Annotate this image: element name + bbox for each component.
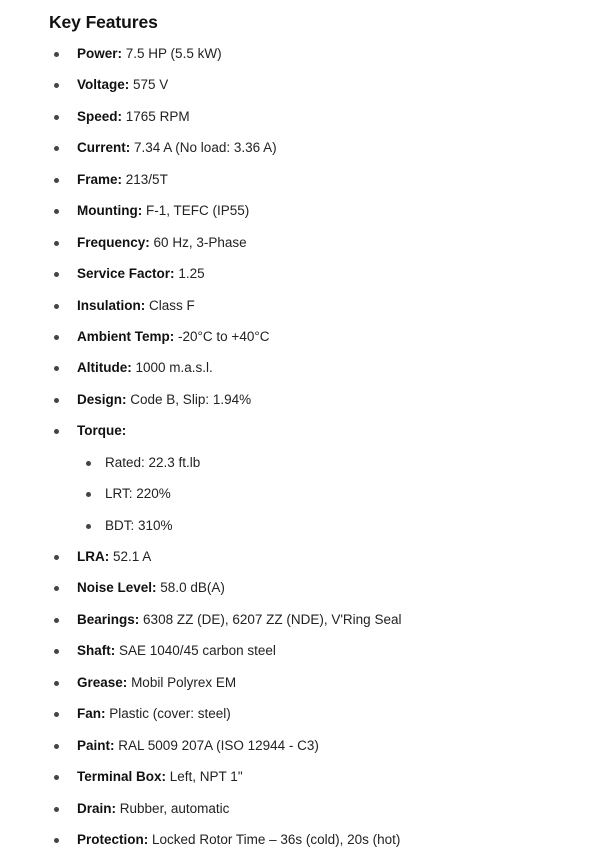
item-text <box>77 667 236 698</box>
list-item <box>0 290 590 321</box>
bullet-icon <box>54 398 59 403</box>
item-label: Torque: <box>77 423 127 439</box>
item-label: Shaft: <box>77 643 116 659</box>
item-text <box>77 38 222 69</box>
item-text <box>77 352 213 383</box>
bullet-icon <box>54 649 59 654</box>
bullet-icon <box>54 744 59 749</box>
item-text <box>77 101 190 132</box>
item-value: F-1, TEFC (IP55) <box>146 203 250 219</box>
item-value: RAL 5009 207A (ISO 12944 - C3) <box>118 737 319 753</box>
item-label: Current: <box>77 140 131 156</box>
item-text <box>77 635 276 666</box>
item-label: Noise Level: <box>77 580 157 596</box>
bullet-icon <box>54 366 59 371</box>
bullet-icon <box>54 335 59 340</box>
item-label: Protection: <box>77 831 149 847</box>
item-label: Bearings: <box>77 611 140 627</box>
item-text <box>77 761 243 792</box>
item-label: Design: <box>77 391 127 407</box>
item-value: 7.34 A (No load: 3.36 A) <box>134 140 277 156</box>
item-value: Left, NPT 1" <box>169 769 243 785</box>
item-text <box>77 572 225 603</box>
bullet-icon <box>54 241 59 246</box>
bullet-icon <box>54 681 59 686</box>
item-text <box>77 415 126 446</box>
item-text <box>77 290 195 321</box>
item-value: 213/5T <box>125 171 168 187</box>
list-item <box>0 164 590 195</box>
bullet-icon <box>54 807 59 812</box>
list-item <box>0 352 590 383</box>
item-text <box>77 604 401 635</box>
bullet-icon <box>54 429 59 434</box>
item-value: 1000 m.a.s.l. <box>135 360 213 376</box>
item-value: SAE 1040/45 carbon steel <box>119 643 276 659</box>
item-text <box>77 541 151 572</box>
item-text <box>77 384 251 415</box>
item-text <box>77 164 168 195</box>
list-item <box>0 793 590 824</box>
bullet-icon <box>86 492 91 497</box>
bullet-icon <box>54 52 59 57</box>
item-label: Terminal Box: <box>77 769 167 785</box>
bullet-icon <box>54 712 59 717</box>
bullet-icon <box>54 272 59 277</box>
item-value: -20°C to +40°C <box>178 328 270 344</box>
item-value: 58.0 dB(A) <box>160 580 225 596</box>
item-value: Mobil Polyrex EM <box>131 674 237 690</box>
list-item <box>0 384 590 415</box>
bullet-icon <box>54 555 59 560</box>
list-item <box>0 321 590 352</box>
sub-list-item <box>0 447 590 478</box>
item-text <box>77 730 319 761</box>
item-value: Code B, Slip: 1.94% <box>130 391 252 407</box>
list-item <box>0 69 590 100</box>
item-value: 60 Hz, 3-Phase <box>153 234 247 250</box>
item-text <box>105 478 171 509</box>
item-label: Grease: <box>77 674 128 690</box>
item-label: Mounting: <box>77 203 143 219</box>
item-text <box>77 258 205 289</box>
item-text <box>77 698 231 729</box>
bullet-icon <box>54 586 59 591</box>
list-item <box>0 195 590 226</box>
item-value: 52.1 A <box>113 549 152 564</box>
list-item <box>0 541 590 572</box>
item-text <box>77 195 249 226</box>
item-value: Class F <box>149 297 195 313</box>
item-value: 1.25 <box>178 266 205 282</box>
list-item <box>0 667 590 698</box>
list-item <box>0 415 590 446</box>
item-value: 6308 ZZ (DE), 6207 ZZ (NDE), V'Ring Seal <box>143 611 402 627</box>
list-item <box>0 101 590 132</box>
item-label: Speed: <box>77 108 123 124</box>
item-text <box>77 227 247 258</box>
item-value: 1765 RPM <box>125 108 190 124</box>
bullet-icon <box>54 115 59 120</box>
item-value: Rubber, automatic <box>119 800 230 816</box>
item-value: 575 V <box>133 77 169 93</box>
bullet-icon <box>86 524 91 529</box>
item-label: Paint: <box>77 737 115 753</box>
item-label: Frequency: <box>77 234 150 250</box>
item-value: BDT: 310% <box>105 517 173 533</box>
sub-list-item <box>0 478 590 509</box>
feature-list <box>0 38 590 855</box>
section-heading: Key Features <box>49 12 158 32</box>
item-text <box>77 321 269 352</box>
bullet-icon <box>86 461 91 466</box>
sub-list-item <box>0 510 590 541</box>
item-value: 7.5 HP (5.5 kW) <box>125 46 222 61</box>
item-label: Frame: <box>77 171 123 187</box>
list-item <box>0 824 590 855</box>
item-label: Drain: <box>77 800 117 816</box>
list-item <box>0 761 590 792</box>
bullet-icon <box>54 178 59 183</box>
item-value: Locked Rotor Time – 36s (cold), 20s (hot) <box>152 831 401 847</box>
bullet-icon <box>54 838 59 843</box>
item-label: Altitude: <box>77 360 132 376</box>
list-item <box>0 698 590 729</box>
list-item <box>0 38 590 69</box>
item-label: Power: <box>77 46 123 61</box>
item-label: Fan: <box>77 706 106 722</box>
item-text <box>77 132 277 163</box>
item-label: Insulation: <box>77 297 146 313</box>
item-value: Rated: 22.3 ft.lb <box>105 454 201 470</box>
item-text <box>105 510 173 541</box>
list-item <box>0 132 590 163</box>
bullet-icon <box>54 83 59 88</box>
bullet-icon <box>54 146 59 151</box>
list-item <box>0 572 590 603</box>
list-item <box>0 604 590 635</box>
item-value: LRT: 220% <box>105 486 171 502</box>
item-text <box>77 824 400 855</box>
list-item <box>0 258 590 289</box>
item-label: Voltage: <box>77 77 130 93</box>
bullet-icon <box>54 775 59 780</box>
item-label: Ambient Temp: <box>77 328 175 344</box>
item-text <box>77 793 229 824</box>
list-item <box>0 227 590 258</box>
list-item <box>0 635 590 666</box>
item-label: Service Factor: <box>77 266 175 282</box>
list-item <box>0 730 590 761</box>
item-text <box>77 69 168 100</box>
item-text <box>105 447 200 478</box>
bullet-icon <box>54 304 59 309</box>
item-value: Plastic (cover: steel) <box>109 706 231 722</box>
bullet-icon <box>54 209 59 214</box>
item-label: LRA: <box>77 549 110 564</box>
bullet-icon <box>54 618 59 623</box>
